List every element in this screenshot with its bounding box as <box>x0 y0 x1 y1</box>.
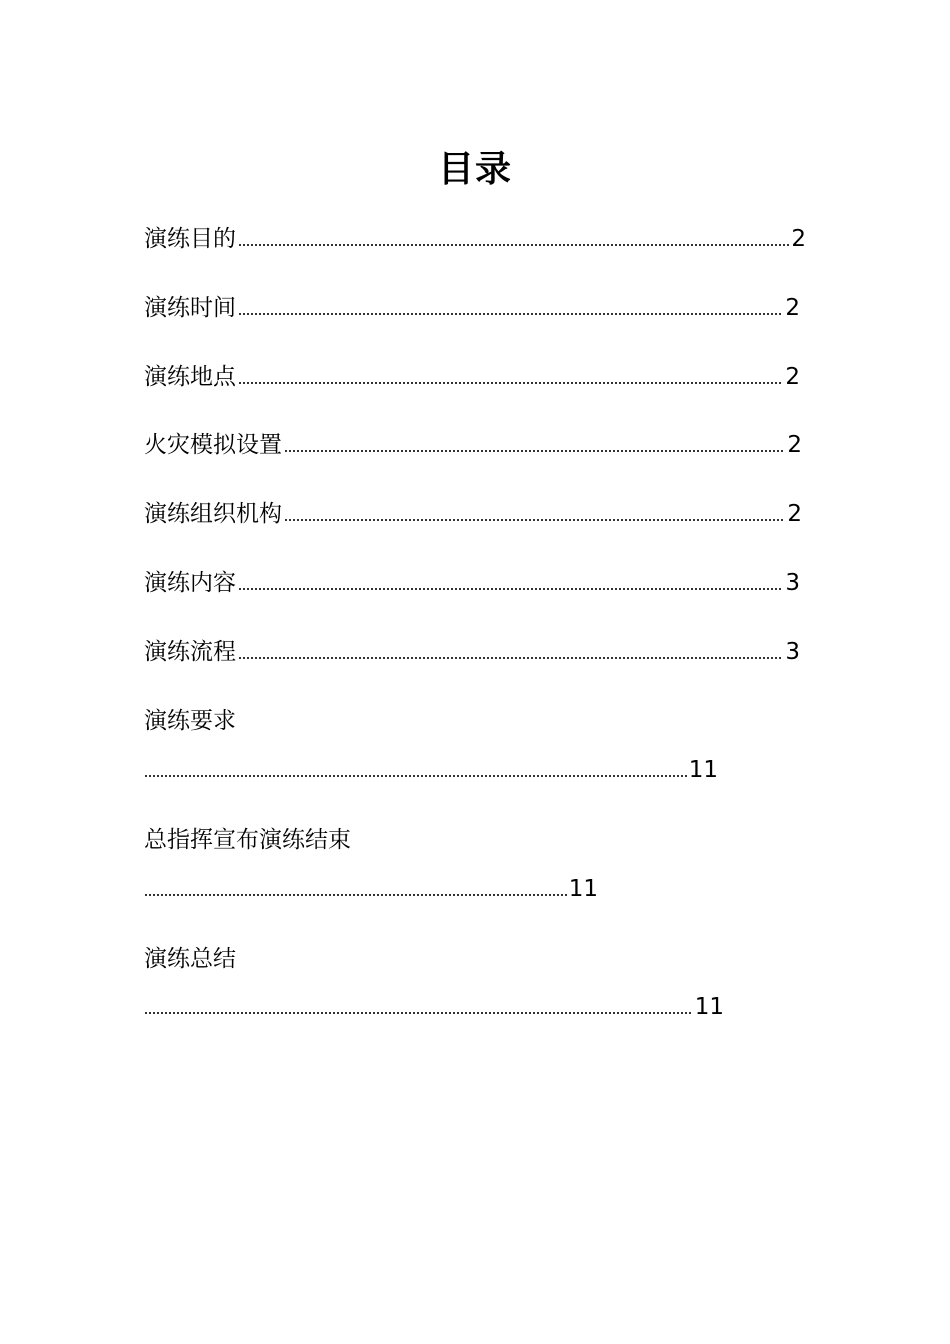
dot-leader <box>238 313 783 315</box>
toc-entry-page: 2 <box>785 364 800 390</box>
toc-entry[interactable] <box>144 637 800 667</box>
toc-entry-page: 2 <box>785 295 800 321</box>
dot-leader <box>238 588 783 590</box>
dot-leader <box>144 775 687 777</box>
toc-entry[interactable] <box>144 499 802 529</box>
toc-entry-label: 演练内容 <box>144 570 236 596</box>
dot-leader <box>144 894 567 896</box>
toc-entry[interactable] <box>144 293 800 323</box>
toc-entry-page: 11 <box>694 994 724 1020</box>
toc-entry-page: 11 <box>568 876 598 902</box>
toc-entry-leader-line[interactable] <box>144 755 718 785</box>
toc-entry-label[interactable]: 演练总结 <box>144 946 236 972</box>
toc-title: 目录 <box>437 149 512 190</box>
dot-leader <box>238 244 789 246</box>
dot-leader <box>284 450 785 452</box>
toc-entry[interactable] <box>144 362 800 392</box>
toc-entry-page: 2 <box>787 432 802 458</box>
toc-entry-label: 演练地点 <box>144 364 236 390</box>
toc-entry-label[interactable]: 总指挥宣布演练结束 <box>144 827 351 853</box>
toc-entry[interactable] <box>144 224 806 254</box>
toc-entry-leader-line[interactable] <box>144 874 598 904</box>
dot-leader <box>284 519 785 521</box>
dot-leader <box>238 657 783 659</box>
toc-entry-leader-line[interactable] <box>144 992 724 1022</box>
toc-entry-page: 11 <box>688 757 718 783</box>
toc-entry-page: 3 <box>785 570 800 596</box>
dot-leader <box>238 382 783 384</box>
toc-entry-label: 火灾模拟设置 <box>144 432 282 458</box>
dot-leader <box>144 1012 693 1014</box>
toc-entry[interactable] <box>144 430 802 460</box>
toc-entry-label: 演练目的 <box>144 226 236 252</box>
toc-entry-page: 3 <box>785 639 800 665</box>
toc-entry-label[interactable]: 演练要求 <box>144 708 236 734</box>
toc-entry-label: 演练组织机构 <box>144 501 282 527</box>
toc-entry-page: 2 <box>787 501 802 527</box>
toc-entry-label: 演练流程 <box>144 639 236 665</box>
toc-entry[interactable] <box>144 568 800 598</box>
toc-entry-page: 2 <box>791 226 806 252</box>
toc-entry-label: 演练时间 <box>144 295 236 321</box>
